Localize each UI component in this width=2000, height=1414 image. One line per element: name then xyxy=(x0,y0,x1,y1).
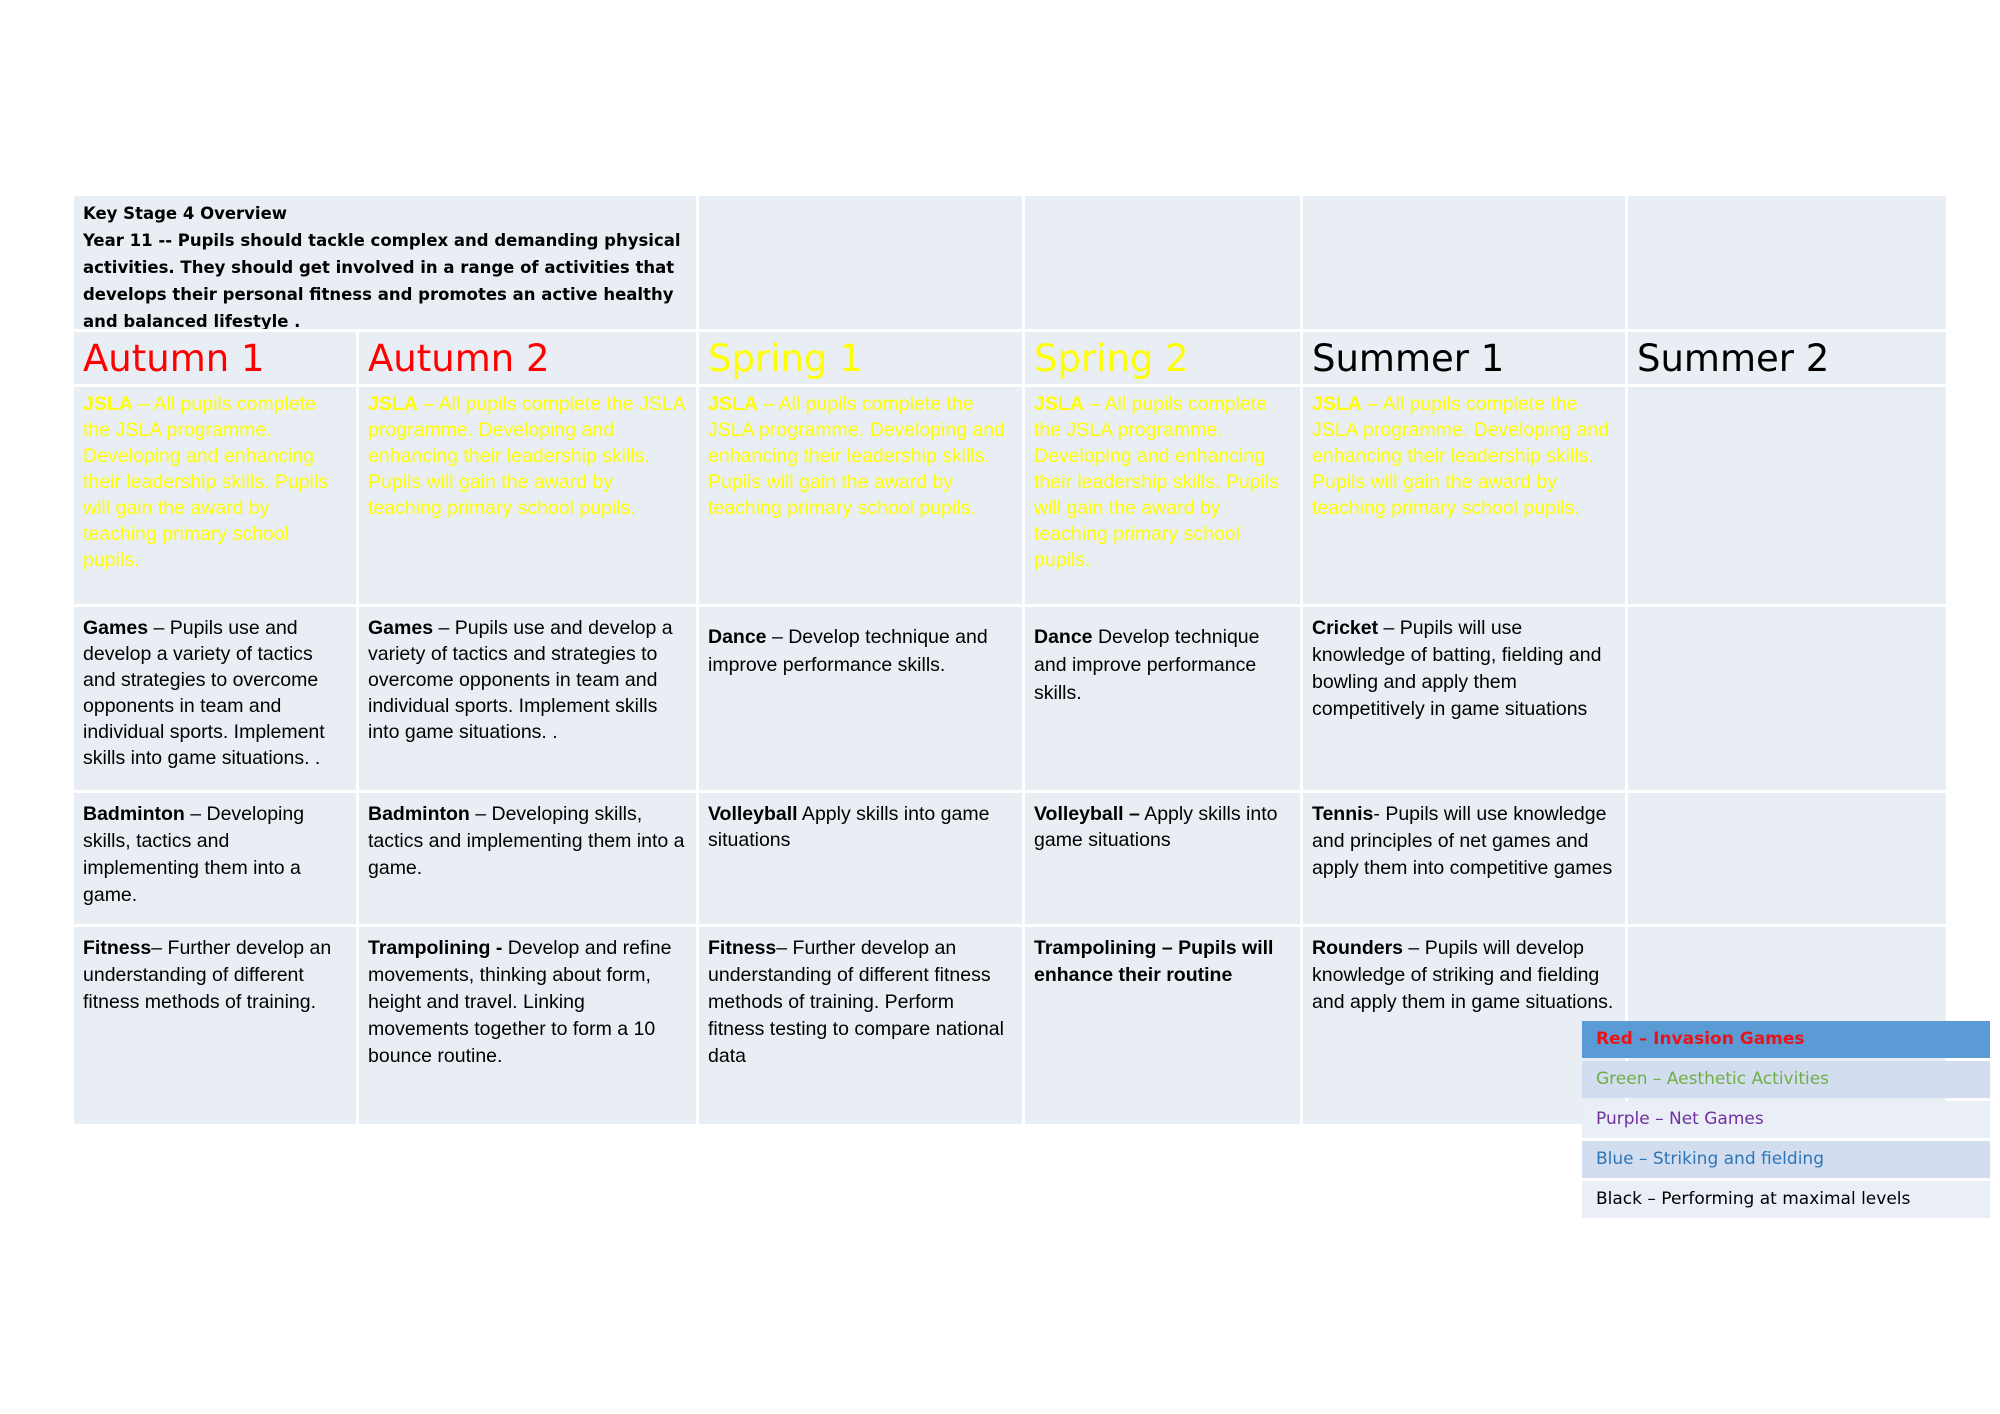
activity-title: JSLA xyxy=(83,393,133,415)
activity-cell xyxy=(74,607,356,790)
activity-cell xyxy=(74,793,356,924)
activity-title: Fitness xyxy=(708,937,777,959)
activity-title: Games xyxy=(83,617,149,639)
activity-description: – Further develop an understanding of different fitness methods of training. xyxy=(83,937,332,1013)
term-header-summer-2: Summer 2 xyxy=(1628,332,1946,384)
jsla-cell xyxy=(74,387,356,604)
activity-cell xyxy=(1303,793,1625,924)
activity-title: Badminton xyxy=(368,803,470,825)
activity-title: Badminton xyxy=(83,803,185,825)
activity-cell xyxy=(1025,607,1300,790)
activity-cell xyxy=(1303,927,1625,1124)
activity-description: – All pupils complete the JSLA programme. Developing and enhancing their leadership skills. Pupils will gain the award by teaching primary school pupils. xyxy=(1034,393,1279,571)
activity-description: – All pupils complete the JSLA programme. Developing and enhancing their leadership skills. Pupils will gain the award by teaching primary school pupils. xyxy=(83,393,328,571)
activity-description: Develop technique and improve performance skills. xyxy=(1034,626,1260,704)
activity-cell xyxy=(74,927,356,1124)
term-header-autumn-2: Autumn 2 xyxy=(359,332,696,384)
activity-description: – Pupils will use knowledge of batting, fielding and bowling and apply them competitively in game situations xyxy=(1312,617,1602,720)
activity-description: – Pupils use and develop a variety of tactics and strategies to overcome opponents in team and individual sports. Implement skills into game situations. . xyxy=(368,617,673,743)
activity-title: Cricket xyxy=(1312,617,1379,639)
activity-title: Trampolining – Pupils will enhance their routine xyxy=(1034,937,1274,986)
activity-description: – Develop technique and improve performance skills. xyxy=(708,626,988,676)
activity-title: JSLA xyxy=(1034,393,1084,415)
activity-title: Dance xyxy=(1034,626,1093,648)
activity-title: Tennis xyxy=(1312,803,1374,825)
jsla-cell xyxy=(699,387,1022,604)
activity-description: – Pupils will develop knowledge of striking and fielding and apply them in game situations. xyxy=(1312,937,1614,1013)
activity-description: – All pupils complete the JSLA programme. Developing and enhancing their leadership skills. Pupils will gain the award by teaching primary school pupils. xyxy=(708,393,1006,519)
jsla-cell xyxy=(1303,387,1625,604)
activity-description: – Developing skills, tactics and implementing them into a game. xyxy=(83,803,305,906)
activity-description: - Pupils will use knowledge and principles of net games and apply them into competitive games xyxy=(1312,803,1613,879)
activity-title: JSLA xyxy=(368,393,418,415)
activity-title: Games xyxy=(368,617,434,639)
activity-cell xyxy=(359,793,696,924)
activity-description: – Further develop an understanding of different fitness methods of training. Perform fitness testing to compare national data xyxy=(708,937,1004,1067)
activity-title: Rounders xyxy=(1312,937,1404,959)
activity-title: Dance xyxy=(708,626,767,648)
activity-description: – Pupils use and develop a variety of tactics and strategies to overcome opponents in team and individual sports. Implement skills into game situations. . xyxy=(83,617,325,769)
activity-title: Fitness xyxy=(83,937,152,959)
activity-cell xyxy=(1303,607,1625,790)
activity-cell xyxy=(1025,793,1300,924)
intro-empty-cell xyxy=(1025,196,1300,329)
term-header-spring-1: Spring 1 xyxy=(699,332,1022,384)
activity-description: Develop and refine movements, thinking about form, height and travel. Linking movements together to form a 10 bounce routine. xyxy=(368,937,672,1067)
empty-cell xyxy=(1628,607,1946,790)
activity-title: Volleyball – xyxy=(1034,803,1140,825)
overview-description: Year 11 -- Pupils should tackle complex and demanding physical activities. They should get involved in a range of activities that develops their personal fitness and promotes an active healthy and balanced lifestyle . xyxy=(83,231,681,329)
activity-cell xyxy=(699,607,1022,790)
activity-cell xyxy=(359,927,696,1124)
jsla-cell xyxy=(1025,387,1300,604)
term-header-summer-1: Summer 1 xyxy=(1303,332,1625,384)
activity-cell xyxy=(1025,927,1300,1124)
intro-empty-cell xyxy=(1628,196,1946,329)
legend-item-striking-and-fielding: Blue – Striking and fielding xyxy=(1582,1141,1990,1178)
activity-description: Apply skills into game situations xyxy=(1034,803,1278,851)
legend-item-maximal-levels: Black – Performing at maximal levels xyxy=(1582,1181,1990,1218)
activity-title: JSLA xyxy=(1312,393,1362,415)
activity-description: – All pupils complete the JSLA programme. Developing and enhancing their leadership skills. Pupils will gain the award by teaching primary school pupils. xyxy=(1312,393,1610,519)
activity-description: Apply skills into game situations xyxy=(708,803,990,851)
activity-cell xyxy=(699,927,1022,1124)
intro-empty-cell xyxy=(699,196,1022,329)
activity-title: JSLA xyxy=(708,393,758,415)
activity-title: Trampolining - xyxy=(368,937,503,959)
activity-description: – Developing skills, tactics and implementing them into a game. xyxy=(368,803,685,879)
intro-cell xyxy=(74,196,696,329)
term-header-spring-2: Spring 2 xyxy=(1025,332,1300,384)
intro-empty-cell xyxy=(1303,196,1625,329)
overview-title: Key Stage 4 Overview xyxy=(83,204,288,223)
activity-title: Volleyball xyxy=(708,803,798,825)
legend-item-net-games: Purple – Net Games xyxy=(1582,1101,1990,1138)
activity-cell xyxy=(359,607,696,790)
activity-description: – All pupils complete the JSLA programme. Developing and enhancing their leadership skills. Pupils will gain the award by teaching primary school pupils. xyxy=(368,393,685,519)
empty-cell xyxy=(1628,387,1946,604)
legend-item-invasion-games: Red – Invasion Games xyxy=(1582,1021,1990,1058)
empty-cell xyxy=(1628,793,1946,924)
legend-item-aesthetic-activities: Green – Aesthetic Activities xyxy=(1582,1061,1990,1098)
jsla-cell xyxy=(359,387,696,604)
activity-cell xyxy=(699,793,1022,924)
term-header-autumn-1: Autumn 1 xyxy=(74,332,356,384)
